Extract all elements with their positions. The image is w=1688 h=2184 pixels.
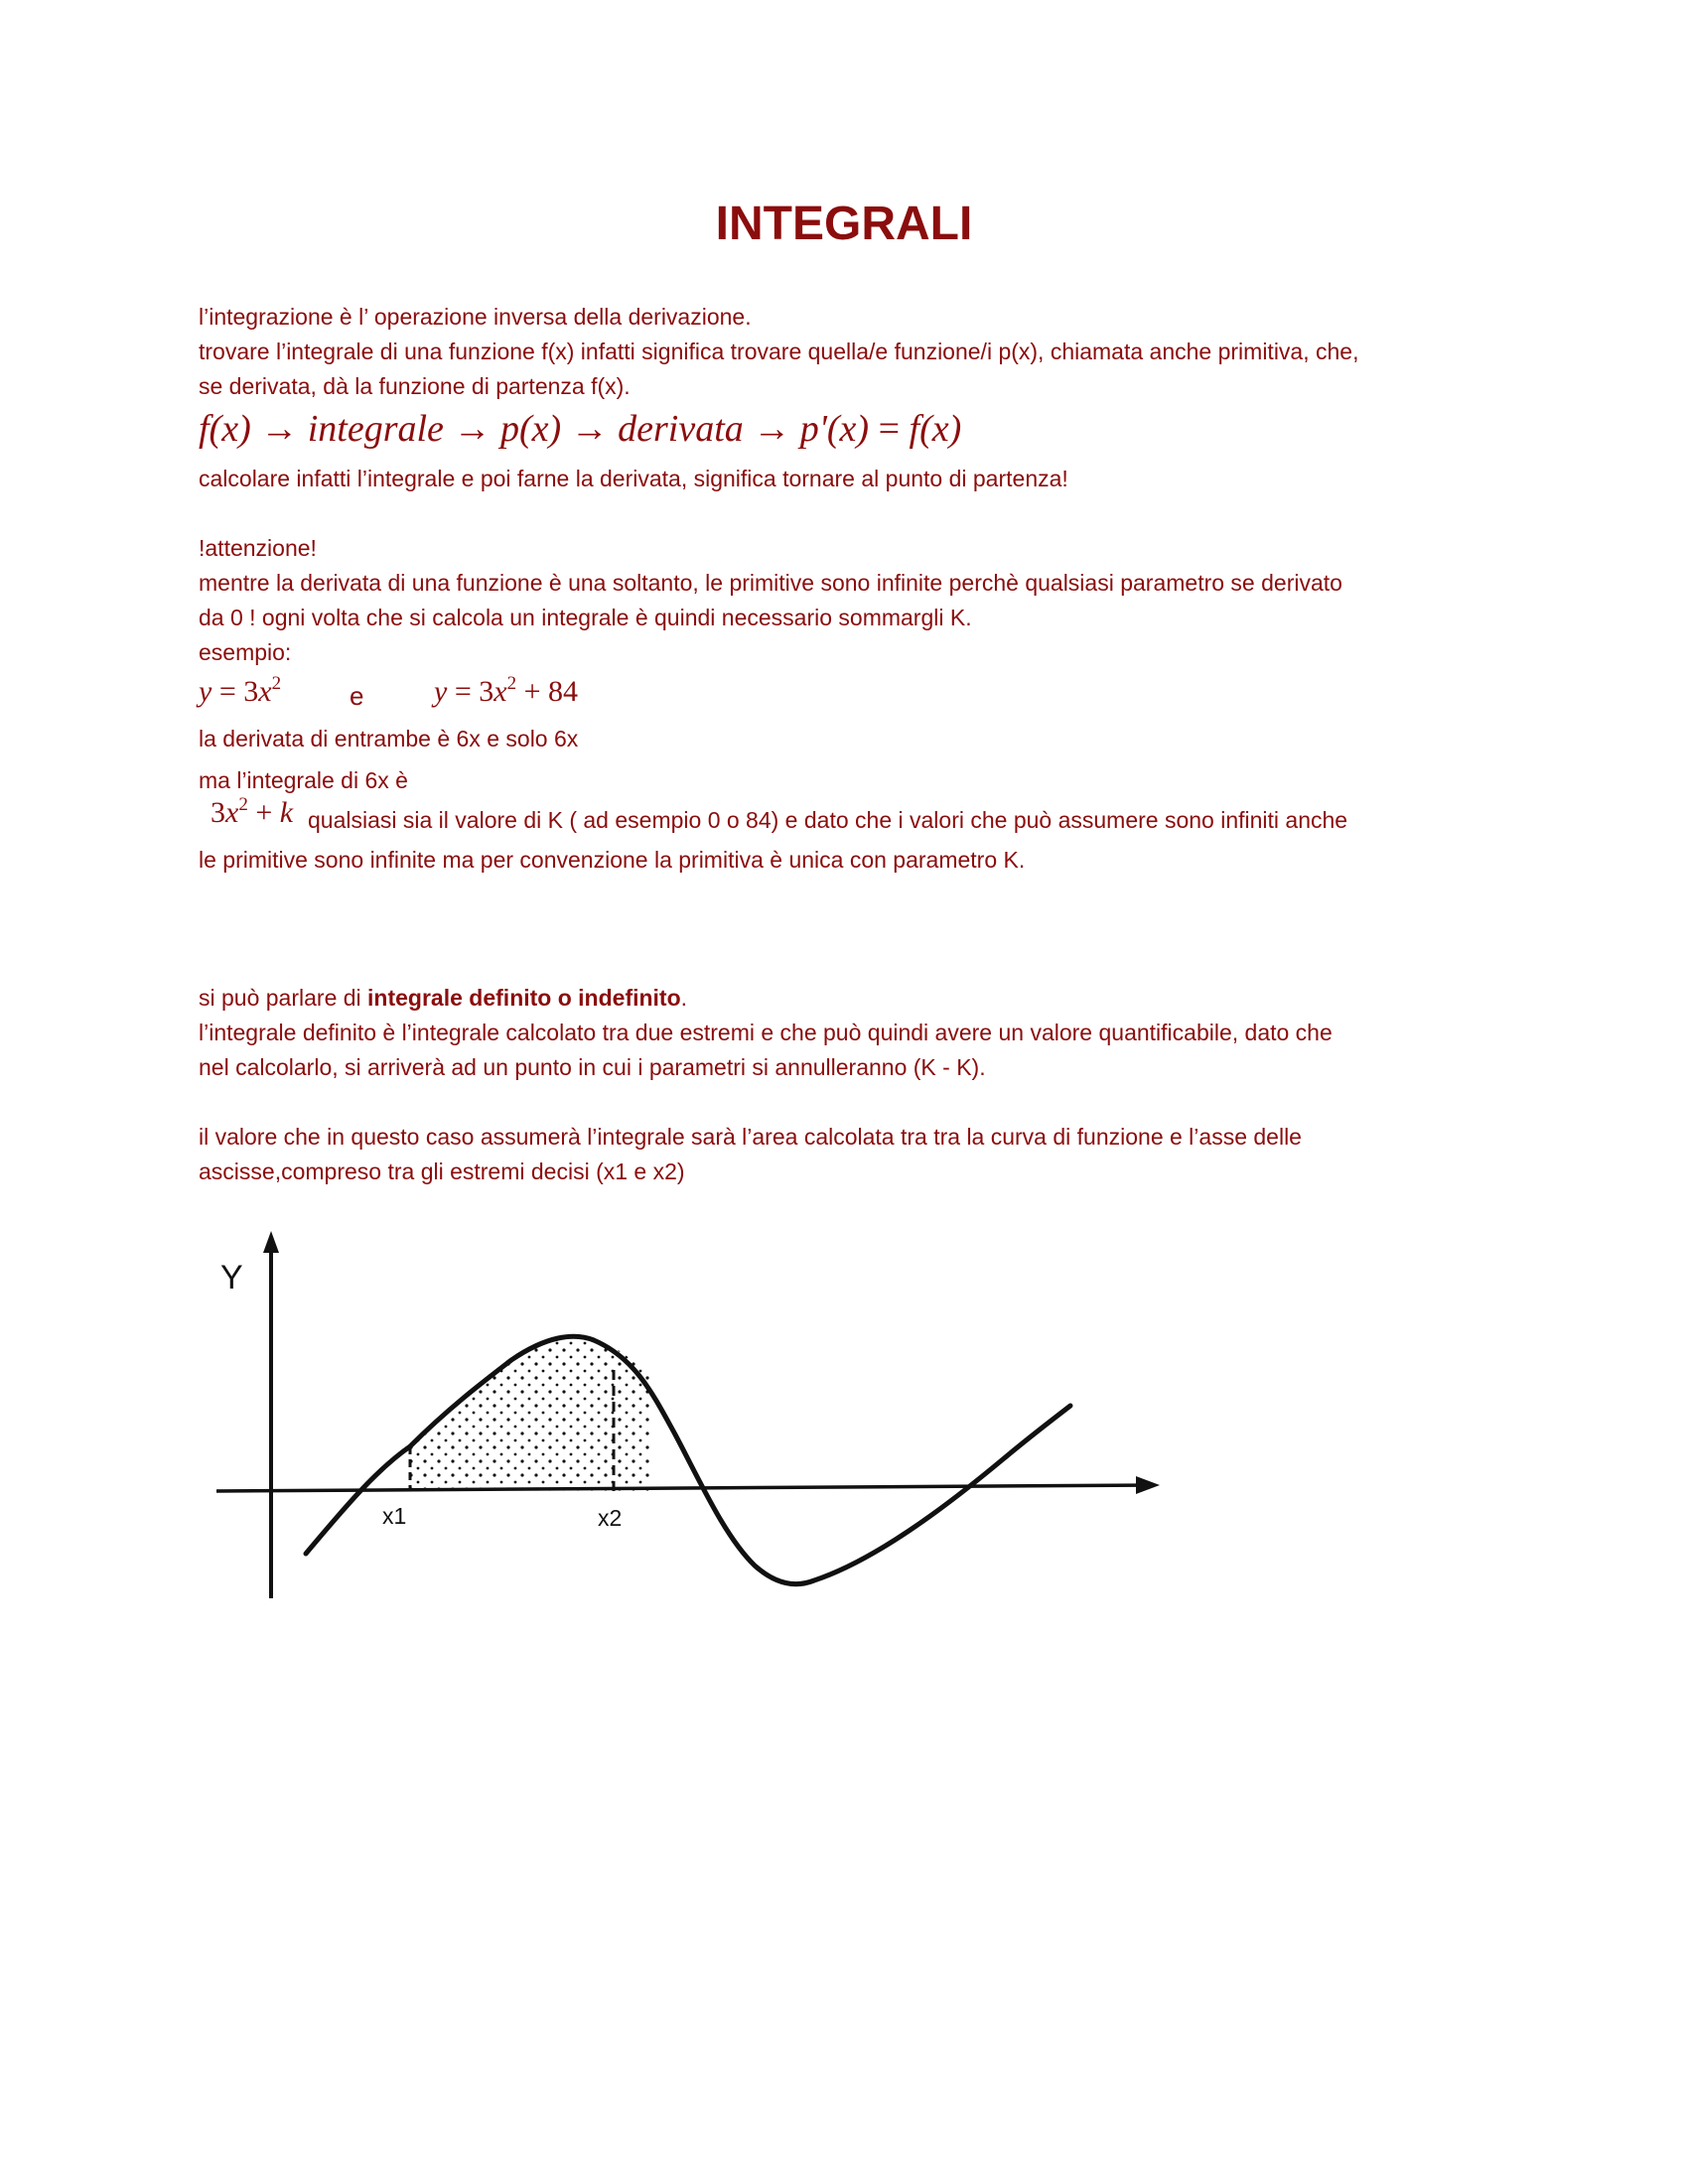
page-title: INTEGRALI xyxy=(715,198,973,250)
prim-k: k xyxy=(279,796,294,829)
prim-exp: 2 xyxy=(238,794,248,815)
definite-lead: si può parlare di xyxy=(199,985,368,1011)
example-equation-2 xyxy=(434,673,578,709)
intro-line-3: se derivata, dà la funzione di partenza f(x). xyxy=(199,373,631,399)
y-axis-label: Y xyxy=(220,1259,243,1297)
prim-coef: 3 xyxy=(211,796,225,829)
example-conjunction: e xyxy=(350,681,364,711)
derivative-line: la derivata di entrambe è 6x e solo 6x xyxy=(199,726,579,751)
formula-arrow-2: → xyxy=(453,408,492,450)
example-equation-1 xyxy=(199,673,281,709)
formula-integrale: integrale xyxy=(307,408,444,450)
x-axis xyxy=(216,1485,1147,1491)
attention-heading: !attenzione! xyxy=(199,535,317,561)
formula-equals: = xyxy=(878,408,901,450)
definite-line-2: nel calcolarlo, si arriverà ad un punto in cui i parametri si annulleranno (K - K). xyxy=(199,1054,986,1080)
eq1-rhs: = 3 xyxy=(211,675,259,708)
x2-label: x2 xyxy=(598,1505,623,1531)
formula-f: f(x) xyxy=(199,408,251,450)
example-label: esempio: xyxy=(199,639,292,665)
formula-arrow-1: → xyxy=(260,408,299,450)
integral-line: ma l’integrale di 6x è xyxy=(199,767,408,793)
formula-derivata: derivata xyxy=(618,408,744,450)
definite-intro xyxy=(199,981,1489,1016)
formula-p-prime: p'(x) xyxy=(799,408,870,450)
primitive-formula xyxy=(211,794,293,830)
definite-line-4: ascisse,compreso tra gli estremi decisi (x1 e x2) xyxy=(199,1159,685,1184)
eq1-lhs: y xyxy=(199,675,212,708)
formula-arrow-3: → xyxy=(570,408,609,450)
note-return: calcolare infatti l’integrale e poi farne la derivata, significa tornare al punto di partenza! xyxy=(199,466,1068,491)
definite-line-1: l’integrale definito è l’integrale calcolato tra due estremi e che può quindi avere un valore quantificabile, dato che xyxy=(199,1020,1333,1045)
intro-line-2: trovare l’integrale di una funzione f(x) infatti significa trovare quella/e funzione/i p(x), chiamata anche primitiva, che, xyxy=(199,339,1359,364)
eq1-exp: 2 xyxy=(271,673,282,694)
formula-f-result: f(x) xyxy=(909,408,962,450)
eq1-var: x xyxy=(258,675,272,708)
eq2-lhs: y xyxy=(434,675,448,708)
definite-bold: integrale definito o indefinito xyxy=(367,985,681,1011)
intro-line-1: l’integrazione è l’ operazione inversa della derivazione. xyxy=(199,304,752,330)
formula-p: p(x) xyxy=(499,408,562,450)
attention-line-1: mentre la derivata di una funzione è una soltanto, le primitive sono infinite perchè qualsiasi parametro se derivato xyxy=(199,570,1342,596)
attention-line-2: da 0 ! ogni volta che si calcola un integrale è quindi necessario sommargli K. xyxy=(199,605,972,630)
primitive-text-1: qualsiasi sia il valore di K ( ad esempio 0 o 84) e dato che i valori che può assumere sono infiniti anche xyxy=(308,807,1348,833)
formula-arrow-4: → xyxy=(753,408,791,450)
eq2-tail: + 84 xyxy=(516,675,578,708)
integral-figure xyxy=(199,1221,1172,1618)
primitive-text-2: le primitive sono infinite ma per convenzione la primitiva è unica con parametro K. xyxy=(199,847,1026,873)
prim-tail: + xyxy=(247,796,280,829)
eq2-var: x xyxy=(493,675,507,708)
x-axis-arrow xyxy=(1136,1476,1160,1494)
prim-var: x xyxy=(225,796,239,829)
definite-period: . xyxy=(680,985,688,1011)
eq2-exp: 2 xyxy=(506,673,517,694)
y-axis-arrow xyxy=(263,1231,279,1253)
eq2-rhs: = 3 xyxy=(447,675,494,708)
x1-label: x1 xyxy=(382,1503,407,1529)
definite-line-3: il valore che in questo caso assumerà l’integrale sarà l’area calcolata tra tra la curva di funzione e l’asse delle xyxy=(199,1124,1302,1150)
chain-formula xyxy=(199,407,961,451)
